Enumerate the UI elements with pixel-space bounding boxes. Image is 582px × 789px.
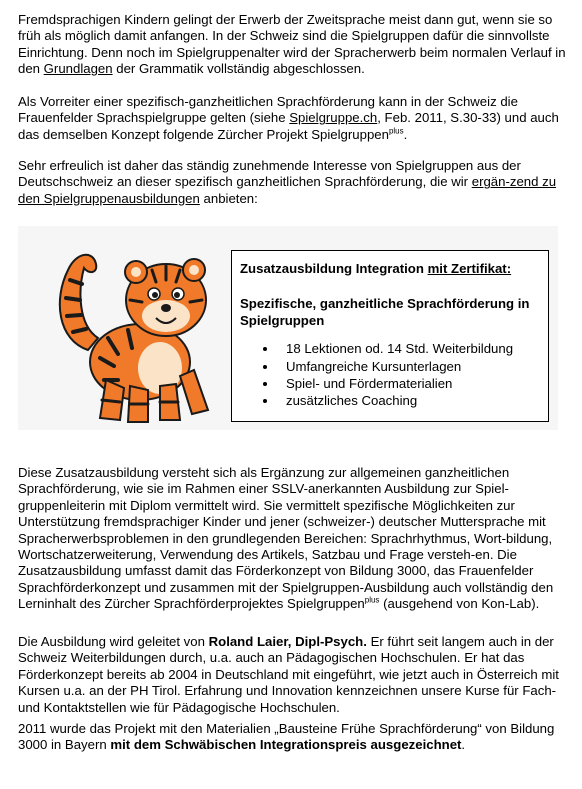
spielgruppenausbildungen-link[interactable]: ergän-zend zu den Spielgruppenausbildungen: [18, 174, 557, 206]
paragraph-interesse: [18, 158, 566, 207]
paragraph-text: , Feb. 2011, S.30-33) und auch das demselben Konzept folgende Zürcher Projekt Spielgruppen: [18, 110, 559, 142]
instructor-name: Roland Laier, Dipl-Psych.: [208, 634, 367, 649]
paragraph-text: Die Ausbildung wird geleitet von: [18, 634, 209, 649]
paragraph-text: Diese Zusatzausbildung versteht sich als Ergänzung zur allgemeinen ganzheitlichen Sprachförderung, wie sie im Rahmen einer SSLV-anerkannten Ausbildung zur Spiel-gruppenleiterin mit Diplom vermittelt wird. Sie vermittelt spezifische Möglichkeiten zur Unterstützung fremdsprachiger Kinder und jener (schweizer-) deutscher Muttersprache mit Spracherwerbsproblemen in den grundlegenden Bereichen: Sprachrhythmus, Wort-bildung, Wortschatzerweiterung, Verwendung des Artikels, Satzbau und Frage versteh-en. Die Zusatzausbildung umfasst damit das Förderkonzept von Bildung 3000, das Frauenfelder Sprachförderkonzept und zusammen mit der Spielgruppen-Ausbildung auch vollständig den Lerninhalt des Zürcher Sprachförderprojektes Spielgruppen: [18, 465, 554, 612]
box-title-text: Zusatzausbildung Integration: [240, 261, 428, 276]
superscript-plus: plus: [388, 126, 404, 136]
paragraph-preis: [18, 721, 566, 754]
feature-list: [240, 341, 540, 410]
paragraph-intro: [18, 12, 566, 78]
superscript-plus: plus: [364, 595, 380, 605]
box-title-underlined: mit Zertifikat:: [427, 261, 512, 276]
paragraph-text: 2011 wurde das Projekt mit den Materialien „Bausteine Frühe Sprachförderung“ von Bildung 3000 in Bayern: [18, 721, 555, 753]
award-text: mit dem Schwäbischen Integrationspreis ausgezeichnet: [110, 737, 462, 753]
grundlagen-link[interactable]: Grundlagen: [43, 61, 113, 77]
paragraph-text: .: [403, 126, 408, 142]
spielgruppe-ch-link[interactable]: Spielgruppe.ch: [289, 110, 378, 126]
list-item: • Umfangreiche Kursunterlagen: [278, 359, 540, 375]
box-title: [240, 261, 540, 277]
list-item: • Spiel- und Fördermaterialien: [278, 376, 540, 392]
paragraph-text: Als Vorreiter einer spezifisch-ganzheitlichen Sprachförderung kann in der Schweiz die Frauenfelder Sprachspielgruppe gelten (siehe: [18, 94, 518, 126]
figure-section: [18, 226, 558, 430]
paragraph-text: (ausgehend von Kon-Lab).: [379, 596, 540, 612]
paragraph-text: der Grammatik vollständig abgeschlossen.: [112, 61, 365, 77]
paragraph-text: Fremdsprachigen Kindern gelingt der Erwerb der Zweitsprache meist dann gut, wenn sie so früh als möglich damit anfangen. In der Schweiz sind die Spielgruppen dafür die sinnvollste Einrichtung. Denn noch im Spielgruppenalter wird der Spracherwerb beim normalen Verlauf in den: [18, 12, 566, 77]
box-heading: Spezifische, ganzheitliche Sprachförderung in Spielgruppen: [240, 296, 530, 328]
list-item: • 18 Lektionen od. 14 Std. Weiterbildung: [278, 341, 540, 357]
paragraph-text: anbieten:: [199, 190, 258, 206]
paragraph-zusatzausbildung: [18, 465, 566, 613]
paragraph-text: Er führt seit langem auch in der Schweiz Weiterbildungen durch, u.a. auch an Pädagogischen Hochschulen. Er hat das Förderkonzept bereits ab 2004 in Deutschland mit eingeführt, wie jetzt auch in Österreich mit Kursen u.a. an der PH Tirol. Erfahrung und Innovation kennzeichnen unsere Kurse für Fach- und Kontaktstellen wie für Pädagogische Hochschulen.: [18, 634, 559, 715]
certificate-box: [231, 250, 549, 422]
paragraph-vorreiter: [18, 94, 566, 143]
paragraph-leitung: [18, 634, 566, 716]
paragraph-text: Sehr erfreulich ist daher das ständig zunehmende Interesse von Spielgruppen aus der Deutschschweiz an dieser spezifisch ganzheitlichen Sprachförderung, die wir: [18, 158, 521, 190]
tiger-illustration: [48, 230, 213, 428]
list-item: • zusätzliches Coaching: [278, 393, 540, 409]
paragraph-text: .: [461, 737, 466, 753]
